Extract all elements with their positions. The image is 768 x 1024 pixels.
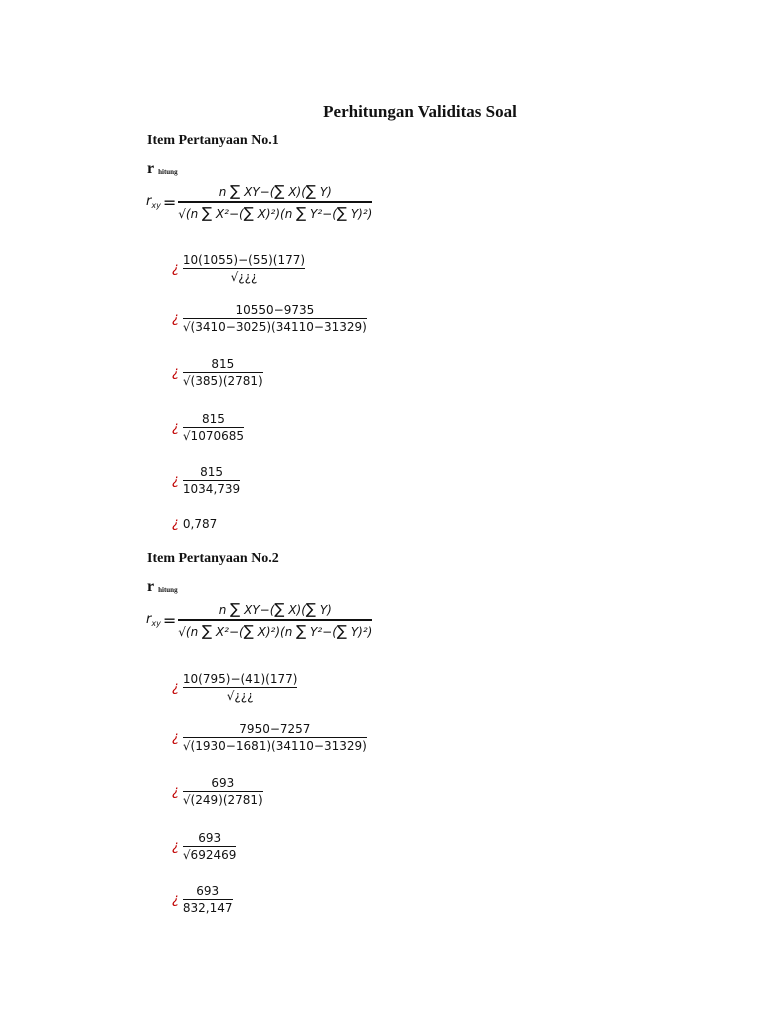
result-1 [172, 516, 217, 531]
formula-lhs: $r_{xy}$ [146, 194, 161, 210]
red-mark: ¿ [172, 473, 179, 488]
step-2-3: ¿ $\frac{693}{√(249)(2781)}$ [172, 776, 263, 807]
r-symbol: r [147, 160, 155, 177]
step-1-2: ¿ $\frac{10550-9735}{√(3410-3025)(34110-31329)}$ [172, 303, 367, 334]
formula-2: $r_{xy}$ = $\frac{n \sum XY-(\sum X)(\sum Y)}{\text{√(n ∑ X²−(∑ X)²)(n ∑ Y²−(∑ Y)²)}}$ [146, 600, 373, 640]
red-mark: ¿ [172, 311, 179, 326]
red-mark: ¿ [172, 365, 179, 380]
step-2-4: ¿ $\frac{693}{√692469}$ [172, 831, 237, 862]
pearson-fraction: $\frac{n \sum XY-(\sum X)(\sum Y)}{\text{√(n ∑ X²−(∑ X)²)(n ∑ Y²−(∑ Y)²)}}$ [178, 182, 373, 222]
step-1-5: ¿ $\frac{815}{1034,739}$ [172, 465, 241, 496]
result-value: 0,787 [182, 516, 218, 531]
red-mark: ¿ [172, 892, 179, 907]
step-2-1: ¿ $\frac{10(795)-(41)(177)}{√¿¿¿}$ [172, 672, 298, 703]
pearson-fraction: $\frac{n \sum XY-(\sum X)(\sum Y)}{\text{√(n ∑ X²−(∑ X)²)(n ∑ Y²−(∑ Y)²)}}$ [178, 600, 373, 640]
item-heading-1: Item Pertanyaan No.1 [147, 133, 279, 148]
r-symbol: r [147, 578, 155, 595]
red-mark: ¿ [172, 516, 179, 531]
red-mark: ¿ [172, 839, 179, 854]
r-subscript: hitung [158, 168, 178, 176]
red-mark: ¿ [172, 730, 179, 745]
step-2-2: ¿ $\frac{7950-7257}{√(1930-1681)(34110-31329)}$ [172, 722, 367, 753]
r-hitung-label-2 [147, 578, 178, 596]
red-mark: ¿ [172, 680, 179, 695]
formula-1: $r_{xy}$ = $\frac{n \sum XY-(\sum X)(\sum Y)}{\text{√(n ∑ X²−(∑ X)²)(n ∑ Y²−(∑ Y)²)}}$ [146, 182, 373, 222]
step-2-5: ¿ $\frac{693}{832,147}$ [172, 884, 233, 915]
step-1-4: ¿ $\frac{815}{√1070685}$ [172, 412, 244, 443]
red-mark: ¿ [172, 420, 179, 435]
item-heading-2: Item Pertanyaan No.2 [147, 551, 279, 566]
red-mark: ¿ [172, 261, 179, 276]
red-mark: ¿ [172, 784, 179, 799]
r-hitung-label-1 [147, 160, 178, 178]
step-1-1: ¿ $\frac{10(1055)-(55)(177)}{√¿¿¿}$ [172, 253, 306, 284]
page-title: Perhitungan Validitas Soal [323, 102, 517, 121]
formula-lhs: $r_{xy}$ [146, 612, 161, 628]
r-subscript: hitung [158, 586, 178, 594]
step-1-3: ¿ $\frac{815}{√(385)(2781)}$ [172, 357, 263, 388]
